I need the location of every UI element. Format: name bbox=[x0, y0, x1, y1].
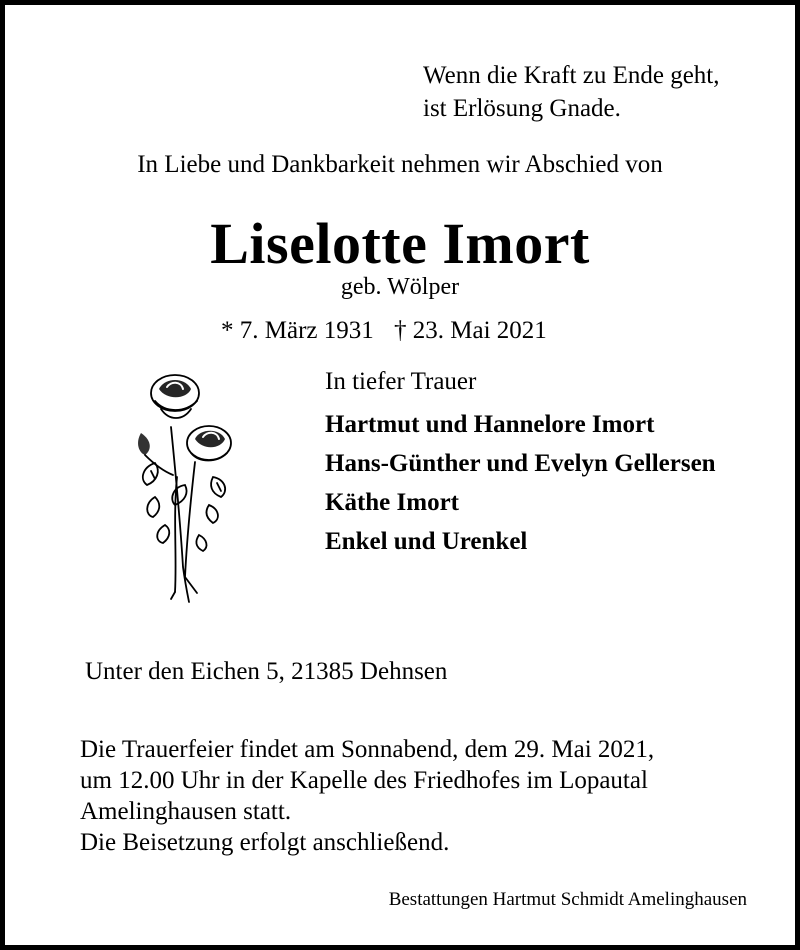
funeral-info-line-4: Die Beisetzung erfolgt anschließend. bbox=[80, 829, 450, 856]
grief-line: In tiefer Trauer bbox=[325, 368, 477, 395]
mourner-3: Käthe Imort bbox=[325, 489, 459, 516]
mourner-2: Hans-Günther und Evelyn Gellersen bbox=[325, 450, 716, 477]
quote-line-2: ist Erlösung Gnade. bbox=[423, 95, 621, 122]
mourner-1: Hartmut und Hannelore Imort bbox=[325, 411, 655, 438]
mourner-4: Enkel und Urenkel bbox=[325, 528, 528, 555]
funeral-info bbox=[80, 735, 654, 859]
funeral-info-line-2: um 12.00 Uhr in der Kapelle des Friedhofes im Lopautal bbox=[80, 767, 648, 794]
mourners-list bbox=[325, 410, 716, 566]
deceased-name: Liselotte Imort bbox=[210, 211, 590, 276]
rose-illustration-icon bbox=[125, 367, 241, 607]
intro-text: In Liebe und Dankbarkeit nehmen wir Abschied von bbox=[137, 151, 663, 178]
death-date: † 23. Mai 2021 bbox=[394, 317, 547, 344]
funeral-info-line-3: Amelinghausen statt. bbox=[80, 798, 292, 825]
quote-line-1: Wenn die Kraft zu Ende geht, bbox=[423, 62, 720, 89]
life-dates bbox=[221, 316, 547, 346]
maiden-name: geb. Wölper bbox=[340, 274, 460, 300]
funeral-info-line-1: Die Trauerfeier findet am Sonnabend, dem 29. Mai 2021, bbox=[80, 736, 655, 763]
address: Unter den Eichen 5, 21385 Dehnsen bbox=[85, 658, 448, 685]
birth-date: * 7. März 1931 bbox=[221, 317, 374, 344]
undertaker: Bestattungen Hartmut Schmidt Amelinghausen bbox=[388, 889, 747, 910]
quote bbox=[423, 61, 719, 127]
